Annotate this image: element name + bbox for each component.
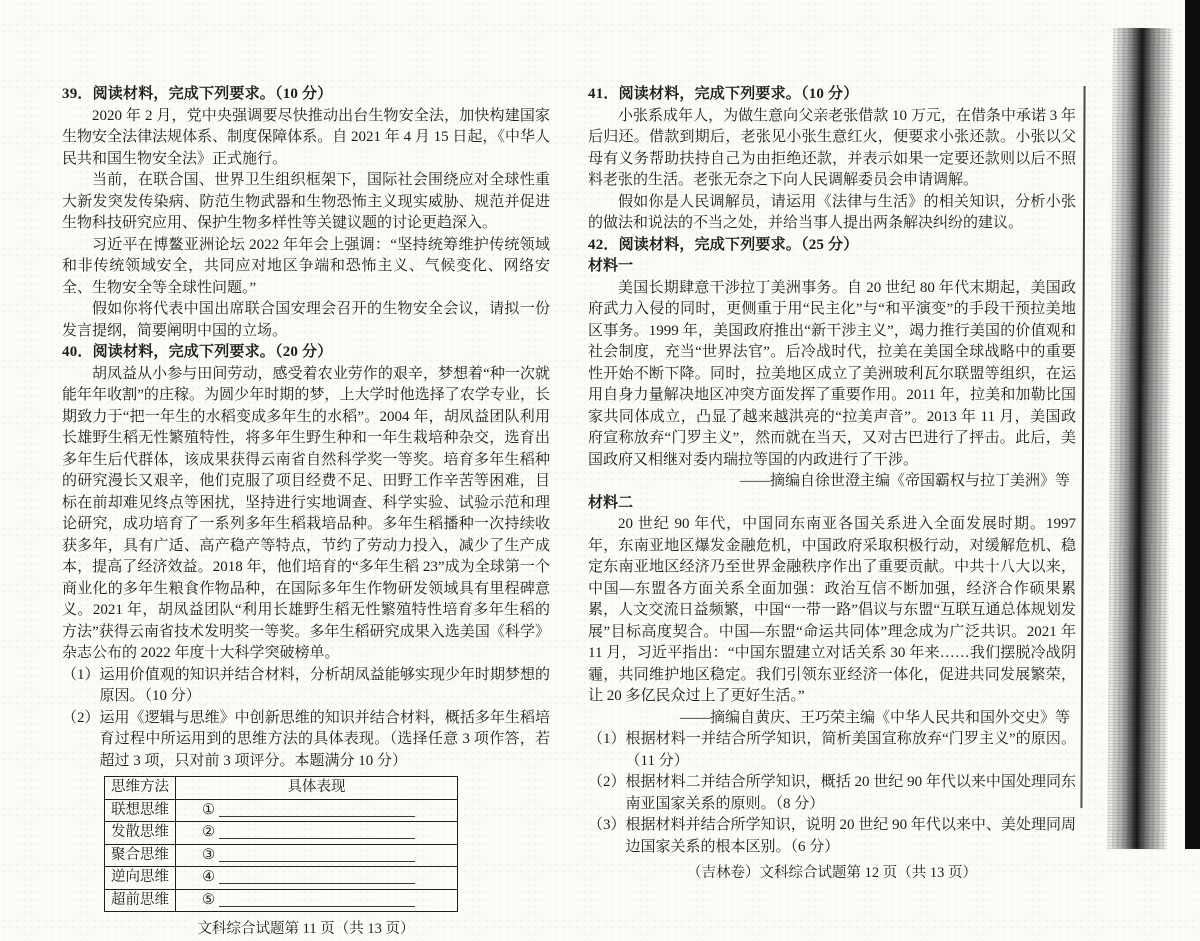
q39-paragraph-1: 2020 年 2 月，党中央强调要尽快推动出台生物安全法，加快构建国家生物安全法律法规体系、制度保障体系。自 2021 年 4 月 15 日起，《中华人民共和国生物安全法》正式施行。 xyxy=(62,107,550,167)
table-header-expression: 具体表现 xyxy=(176,777,458,800)
question-42-heading: 42．阅读材料，完成下列要求。（25 分） xyxy=(588,236,859,253)
method-cell: 超前思维 xyxy=(105,889,176,912)
material-1-attribution: ——摘编自徐世澄主编《帝国霸权与拉丁美洲》等 xyxy=(739,473,1070,489)
material-2-text: 20 世纪 90 年代，中国同东南亚各国关系进入全面发展时期。1997 年，东南亚地区爆发金融危机，中国政府采取积极行动，对缓解危机、稳定东南亚地区经济乃至世界金融秩序作出了重要贡献。中共十八大以来，中国—东盟各方面关系全面加强：政治互信不断加强，经济合作硕果累累，人文交流日益频繁，中国“一带一路”倡议与东盟“互联互通总体规划发展”目标高度契合。中国—东盟“命运共同体”理念成为广泛共识。2021 年 11 月，习近平指出：“中国东盟建立对话关系 30 年来……我们摆脱冷战阴霾，共同维护地区稳定。我们引领东亚经济一体化，促进共同发展繁荣，让 20 多亿民众过上了更好生活。” xyxy=(588,516,1076,704)
scan-spine-shadow xyxy=(1107,28,1173,849)
q40-subquestion-2 xyxy=(62,708,550,773)
q42-sub2-text: 根据材料二并结合所学知识，概括 20 世纪 90 年代以来中国处理同东南亚国家关系的原则。（8 分） xyxy=(625,774,1076,812)
left-page-column xyxy=(62,84,550,941)
answer-blank-line xyxy=(219,802,415,817)
answer-blank-line xyxy=(219,825,415,840)
row-marker: ① xyxy=(202,801,215,818)
q42-sub3-marker: （3） xyxy=(588,817,626,833)
q39-paragraph-2: 当前，在联合国、世界卫生组织框架下，国际社会围绕应对全球性重大新发突发传染病、防范生物武器和生物恐怖主义现实威胁、规范并促进生物科技研究应用、保护生物多样性等关键议题的讨论更趋深入。 xyxy=(62,172,550,231)
q42-subquestion-1 xyxy=(588,729,1076,772)
right-page-footer: （吉林卷）文科综合试题第 12 页（共 13 页） xyxy=(687,865,977,881)
method-cell: 聚合思维 xyxy=(105,844,176,867)
row-marker: ⑤ xyxy=(202,891,215,908)
table-row xyxy=(105,844,458,867)
table-row xyxy=(105,799,458,822)
q41-paragraph-2: 假如你是人民调解员，请运用《法律与生活》的相关知识，分析小张的做法和说法的不当之处，并给当事人提出两条解决纠纷的建议。 xyxy=(588,193,1076,231)
q42-sub1-text: 根据材料一并结合所学知识，简析美国宣称放弃“门罗主义”的原因。（11 分） xyxy=(625,731,1076,769)
q39-paragraph-3: 习近平在博鳌亚洲论坛 2022 年年会上强调：“坚持统筹维护传统领域和非传统领域安全，共同应对地区争端和恐怖主义、气候变化、网络安全、生物安全等全球性问题。” xyxy=(62,236,550,296)
material-1-label: 材料一 xyxy=(588,258,634,274)
row-marker: ④ xyxy=(202,869,215,885)
answer-blank-line xyxy=(219,892,415,907)
q42-subquestion-2 xyxy=(588,772,1076,815)
table-row xyxy=(105,867,458,890)
q42-sub2-marker: （2） xyxy=(588,774,626,790)
q40-sub1-text: 运用价值观的知识并结合材料，分析胡凤益能够实现少年时期梦想的原因。（10 分） xyxy=(99,666,550,704)
q40-subquestion-1 xyxy=(62,665,550,708)
table-header-method: 思维方法 xyxy=(105,777,176,800)
question-39-heading: 39．阅读材料，完成下列要求。（10 分） xyxy=(62,86,333,102)
q42-sub3-text: 根据材料并结合所学知识，说明 20 世纪 90 年代以来中、美处理同周边国家关系的根本区别。（6 分） xyxy=(625,817,1076,855)
scan-edge-black-bar xyxy=(1185,0,1200,849)
answer-blank-line xyxy=(219,870,415,885)
row-marker: ② xyxy=(202,824,215,840)
q42-sub1-marker: （1） xyxy=(588,731,626,747)
table-row xyxy=(105,822,458,845)
question-41-heading: 41．阅读材料，完成下列要求。（10 分） xyxy=(588,86,859,102)
q40-sub2-marker: （2） xyxy=(62,709,100,726)
q41-paragraph-1: 小张系成年人，为做生意向父亲老张借款 10 万元，在借条中承诺 3 年后归还。借款到期后，老张见小张生意红火，便要求小张还款。小张以父母有义务帮助扶持自己为由拒绝还款，并表示如果一定要还款则以后不照料老张的生活。老张无奈之下向人民调解委员会申请调解。 xyxy=(588,107,1076,188)
table-header-row xyxy=(105,777,458,800)
method-cell: 发散思维 xyxy=(105,822,176,845)
q39-paragraph-4: 假如你将代表中国出席联合国安理会召开的生物安全会议，请拟一份发言提纲，简要阐明中国的立场。 xyxy=(62,301,550,339)
q42-subquestion-3 xyxy=(588,815,1076,858)
q40-sub2-text: 运用《逻辑与思维》中创新思维的知识并结合材料，概括多年生稻培育过程中所运用到的思维方法的具体表现。（选择任意 3 项作答，若超过 3 项，只对前 3 项评分。本题满分 10 分） xyxy=(99,709,550,769)
material-2-attribution: ——摘编自黄庆、王巧荣主编《中华人民共和国外交史》等 xyxy=(679,709,1070,726)
method-cell: 联想思维 xyxy=(105,799,176,822)
row-marker: ③ xyxy=(202,846,215,863)
table-row xyxy=(105,889,458,912)
answer-blank-line xyxy=(219,847,415,862)
question-40-heading: 40．阅读材料，完成下列要求。（20 分） xyxy=(62,344,333,360)
q40-paragraph-1: 胡凤益从小参与田间劳动，感受着农业劳作的艰辛，梦想着“种一次就能年年收割”的庄稼。为圆少年时期的梦，上大学时他选择了农学专业，长期致力于“把一年生的水稻变成多年生的水稻”。2004 年，胡凤益团队利用长雄野生稻无性繁殖特性，将多年生野生种和一年生栽培种杂交，选育出多年生后代群体，该成果获得云南省自然科学奖一等奖。培育多年生稻种的研究漫长又艰辛，他们克服了项目经费不足、田野工作辛苦等困难，目标在前却难见终点等困扰，坚持进行实地调查、科学实验、试验示范和理论研究，成功培育了一系列多年生稻栽培品种。多年生稻播种一次持续收获多年，具有广适、高产稳产等特点，节约了劳动力投入，减少了生产成本，提高了经济效益。2018 年，他们培育的“多年生稻 23”成为全球第一个商业化的多年生粮食作物品种，在国际多年生作物研发领域具有里程碑意义。2021 年，胡凤益团队“利用长雄野生稻无性繁殖特性培育多年生稻的方法”获得云南省技术发明奖一等奖。多年生稻研究成果入选美国《科学》杂志公布的 2022 年度十大科学突破榜单。 xyxy=(62,365,550,661)
thinking-methods-table xyxy=(104,776,458,912)
material-1-text: 美国长期肆意干涉拉丁美洲事务。自 20 世纪 80 年代末期起，美国政府武力入侵的同时，更侧重于用“民主化”与“和平演变”的手段干预拉美地区事务。1999 年，美国政府推出“新干涉主义”，竭力推行美国的价值观和社会制度，充当“世界法官”。后冷战时代，拉美在美国全球战略中的重要性开始不断下降。同时，拉美地区成立了美洲玻利瓦尔联盟等组织，在运用自身力量解决地区冲突方面发挥了重要作用。2011 年，拉美和加勒比国家共同体成立，凸显了越来越洪亮的“拉美声音”。2013 年 11 月，美国政府宣称放弃“门罗主义”，然而就在当天，又对古巴进行了抨击。此后，美国政府又相继对委内瑞拉等国的内政进行了干涉。 xyxy=(588,279,1076,468)
left-page-footer: 文科综合试题第 11 页（共 13 页） xyxy=(197,921,415,937)
method-cell: 逆向思维 xyxy=(105,867,176,890)
right-page-column xyxy=(588,84,1076,885)
material-2-label: 材料二 xyxy=(588,494,634,511)
q40-sub1-marker: （1） xyxy=(62,666,100,683)
page-edge-line xyxy=(1080,86,1085,808)
